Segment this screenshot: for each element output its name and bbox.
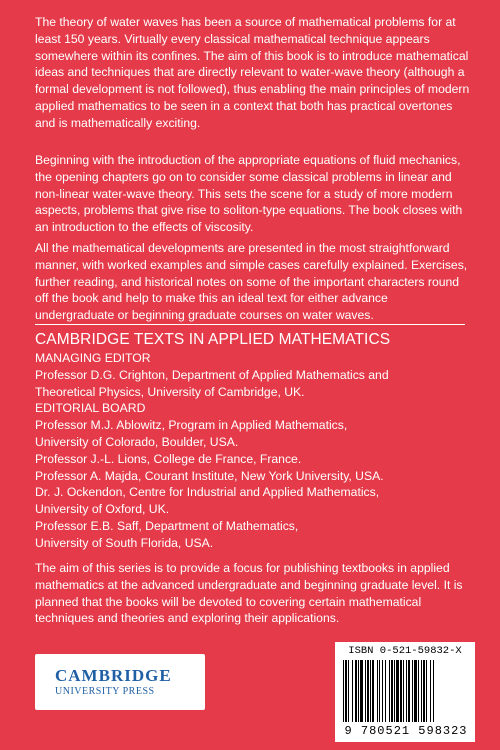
editorial-board-line: Professor J.-L. Lions, College de France, France. xyxy=(35,451,302,466)
editorial-board-line: Professor E.B. Saff, Department of Mathematics, xyxy=(35,518,299,533)
managing-editor-line: Theoretical Physics, University of Cambridge, UK. xyxy=(35,384,305,399)
editorial-list xyxy=(35,350,470,552)
editorial-board-heading: EDITORIAL BOARD xyxy=(35,401,146,416)
description-paragraph-3: All the mathematical developments are presented in the most straightforward manner, with worked examples and simple cases carefully explained. Exercises, further reading, and historical notes on some of the important characters round off the book and help to make this an ideal text for either advance undergraduate or beginning graduate courses on water waves. xyxy=(35,241,468,323)
editorial-board-line: University of Oxford, UK. xyxy=(35,502,170,517)
editorial-board-line: Dr. J. Ockendon, Centre for Industrial and Applied Mathematics, xyxy=(35,485,380,500)
divider-rule xyxy=(35,324,465,325)
series-title: CAMBRIDGE TEXTS IN APPLIED MATHEMATICS xyxy=(35,331,391,348)
publisher-logo xyxy=(35,654,205,710)
isbn-label: ISBN 0-521-59832-X xyxy=(348,645,462,657)
managing-editor-heading: MANAGING EDITOR xyxy=(35,351,151,365)
description-paragraph-2: Beginning with the introduction of the appropriate equations of fluid mechanics, the opening chapters go on to consider some classical problems in linear and non-linear water-wave theory. This sets the scene for a study of more modern aspects, problems that give rise to soliton-type equations. The book closes with an introduction to the effects of viscosity. xyxy=(35,153,463,235)
editorial-board-line: Professor A. Majda, Courant Institute, New York University, USA. xyxy=(35,468,384,483)
ean-number: 9 780521 598323 xyxy=(344,724,468,738)
barcode-panel xyxy=(335,642,475,742)
editorial-board-line: Professor M.J. Ablowitz, Program in Applied Mathematics, xyxy=(35,418,348,433)
barcode-bars xyxy=(343,660,469,722)
description-paragraph-1: The theory of water waves has been a source of mathematical problems for at least 150 years. Virtually every classical mathematical technique appears somewhere within its confines. The aim of this book is to introduce mathematical ideas and techniques that are directly relevant to water-wave theory (although a formal development is not followed), thus enabling the main principles of modern applied mathematics to be seen in a context that both has practical overtones and is mathematically exciting. xyxy=(35,15,470,130)
editorial-board-line: University of South Florida, USA. xyxy=(35,535,214,550)
managing-editor-line: Professor D.G. Crighton, Department of Applied Mathematics and xyxy=(35,367,389,382)
editorial-board-line: University of Colorado, Boulder, USA. xyxy=(35,434,239,449)
publisher-name: CAMBRIDGE xyxy=(55,666,172,685)
series-aim-paragraph: The aim of this series is to provide a focus for publishing textbooks in applied mathematics at the advanced undergraduate and beginning graduate level. It is planned that the books will be devoted to covering certain mathematical techniques and theories and exploring their applications. xyxy=(35,561,463,626)
publisher-subtitle: UNIVERSITY PRESS xyxy=(55,686,155,697)
